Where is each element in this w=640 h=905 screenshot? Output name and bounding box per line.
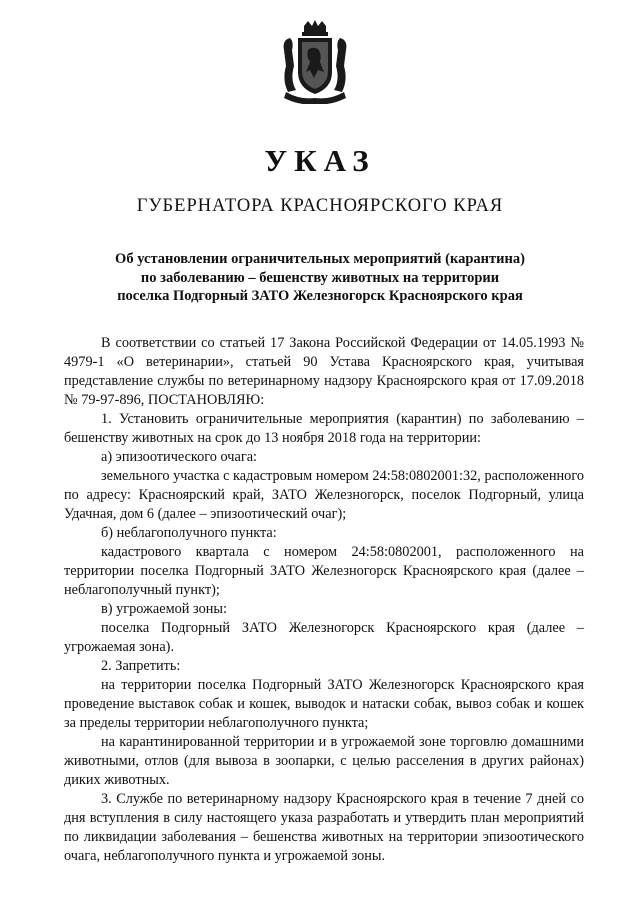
item-3-paragraph: 3. Службе по ветеринарному надзору Красноярского края в течение 7 дней со дня вступления в силу настоящего указа разработать и утвердить план мероприятий по ликвидации заболевания – бешенства животных на территории эпизоотического очага, неблагополучного пункта и угрожаемой зоны. — [64, 791, 584, 864]
item-1c-label: в) угрожаемой зоны: — [101, 601, 227, 617]
item-1a-text: земельного участка с кадастровым номером 24:58:0802001:32, расположенного по адресу: Красноярский край, ЗАТО Железногорск, поселок Подгорный, улица Удачная, дом 6 (далее – эпизоотический очаг); — [64, 468, 584, 522]
item-1b-text: кадастрового квартала с номером 24:58:0802001, расположенного на территории поселка Подгорный ЗАТО Железногорск Красноярского края (далее – неблагополучный пункт); — [64, 544, 584, 598]
coat-of-arms-icon — [280, 20, 350, 104]
heading-line: поселка Подгорный ЗАТО Железногорск Красноярского края — [117, 288, 523, 304]
decree-body — [64, 334, 584, 866]
item-2-prohibition-1: на территории поселка Подгорный ЗАТО Железногорск Красноярского края проведение выставок собак и кошек, выводок и натаски собак, вывоз собак и кошек за пределы территории неблагополучного пункта; — [64, 677, 584, 731]
item-1b-label: б) неблагополучного пункта: — [101, 525, 277, 541]
item-1-paragraph: 1. Установить ограничительные мероприятия (карантин) по заболеванию – бешенству животных на срок до 13 ноября 2018 года на территории: — [64, 411, 584, 446]
heading-line: Об установлении ограничительных мероприятий (карантина) — [115, 251, 525, 267]
preamble-paragraph: В соответствии со статьей 17 Закона Российской Федерации от 14.05.1993 № 4979-1 «О ветеринарии», статьей 90 Устава Красноярского края, учитывая представление службы по ветеринарному надзору Красноярского края от 17.09.2018 № 79-97-896, ПОСТАНОВЛЯЮ: — [64, 335, 584, 408]
coat-of-arms-emblem — [280, 20, 350, 104]
document-title: УКАЗ — [264, 143, 376, 178]
item-1c-text: поселка Подгорный ЗАТО Железногорск Красноярского края (далее – угрожаемая зона). — [64, 620, 584, 655]
document-subtitle: ГУБЕРНАТОРА КРАСНОЯРСКОГО КРАЯ — [136, 196, 504, 216]
item-2-prohibition-2: на карантинированной территории и в угрожаемой зоне торговлю домашними животными, отлов (для вывоза в зоопарки, с целью расселения в других районах) диких животных. — [64, 734, 584, 788]
item-1a-label: а) эпизоотического очага: — [101, 449, 258, 465]
item-2-paragraph: 2. Запретить: — [101, 658, 181, 674]
heading-line: по заболеванию – бешенству животных на территории — [140, 269, 500, 286]
decree-heading — [80, 250, 560, 306]
